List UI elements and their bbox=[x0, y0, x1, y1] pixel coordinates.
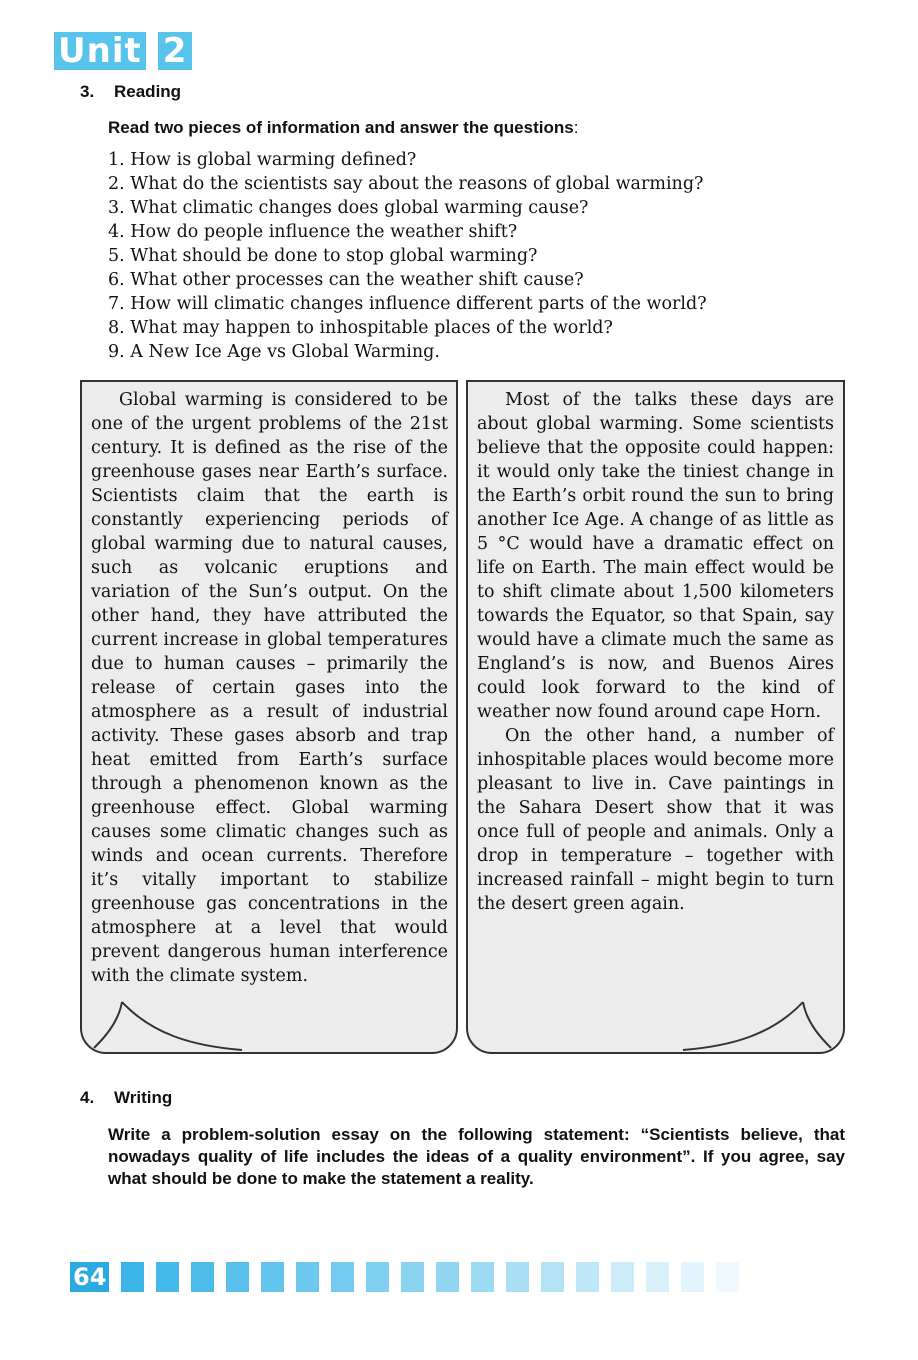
question-item: 2. What do the scientists say about the reasons of global warming? bbox=[108, 174, 704, 194]
footer-decoration-square bbox=[226, 1262, 249, 1292]
question-item: 4. How do people influence the weather shift? bbox=[108, 222, 518, 242]
footer-decoration-square bbox=[261, 1262, 284, 1292]
footer-decoration-square bbox=[191, 1262, 214, 1292]
page-curl-decoration bbox=[683, 994, 833, 1054]
footer-decoration-square bbox=[646, 1262, 669, 1292]
ice-age-text-panel bbox=[466, 380, 845, 1054]
footer-decoration-square bbox=[121, 1262, 144, 1292]
reading-instruction bbox=[108, 118, 578, 138]
question-item: 1. How is global warming defined? bbox=[108, 150, 417, 170]
unit-number: 2 bbox=[158, 32, 193, 70]
reading-heading bbox=[80, 82, 181, 102]
question-item: 8. What may happen to inhospitable places of the world? bbox=[108, 318, 613, 338]
footer-decoration-square bbox=[716, 1262, 739, 1292]
footer-decoration-square bbox=[156, 1262, 179, 1292]
page-curl-decoration bbox=[92, 994, 242, 1054]
writing-section-number: 4. bbox=[80, 1088, 95, 1107]
footer-decoration-square bbox=[471, 1262, 494, 1292]
global-warming-text-panel bbox=[80, 380, 458, 1054]
ice-age-paragraph-1: Most of the talks these days are about global warming. Some scientists believe that the opposite could happen: it would only take the tiniest change in the Earth’s orbit round the sun to bring another Ice Age. A change of as little as 5 °C would have a dramatic effect on life on Earth. The main effect would be to shift climate about 1,500 kilometers towards the Equator, so that Spain, say would have a climate much the same as England’s is now, and Buenos Aires could look forward to the kind of weather now found around cape Horn. bbox=[477, 390, 834, 722]
reading-instruction-colon: : bbox=[573, 118, 579, 137]
question-list bbox=[108, 148, 707, 364]
footer-decoration-square bbox=[366, 1262, 389, 1292]
footer-decoration-square bbox=[611, 1262, 634, 1292]
writing-heading bbox=[80, 1088, 172, 1108]
question-item: 6. What other processes can the weather shift cause? bbox=[108, 270, 584, 290]
writing-section-title: Writing bbox=[114, 1088, 173, 1107]
footer-decoration-square bbox=[681, 1262, 704, 1292]
footer-decoration-square bbox=[401, 1262, 424, 1292]
global-warming-paragraph: Global warming is considered to be one of the urgent problems of the 21st century. It is defined as the rise of the greenhouse gases near Earth’s surface. Scientists claim that the earth is constantly experiencing periods of global warming due to natural causes, such as volcanic eruptions and variation of the Sun’s output. On the other hand, they have attributed the current increase in global temperatures due to human causes – primarily the release of certain gases into the atmosphere as a result of industrial activity. These gases absorb and trap heat emitted from Earth’s surface through a phenomenon known as the greenhouse effect. Global warming causes some climatic changes such as winds and ocean currents. Therefore it’s vitally important to stabilize greenhouse gas concentrations in the atmosphere at a level that would prevent dangerous human interference with the climate system. bbox=[91, 390, 448, 986]
footer-decoration-square bbox=[436, 1262, 459, 1292]
reading-instruction-text: Read two pieces of information and answer the questions bbox=[108, 118, 574, 137]
footer-decoration-square bbox=[506, 1262, 529, 1292]
unit-badge bbox=[54, 32, 192, 70]
footer-decoration-square bbox=[331, 1262, 354, 1292]
question-item: 5. What should be done to stop global warming? bbox=[108, 246, 538, 266]
reading-section-number: 3. bbox=[80, 82, 95, 101]
footer-decoration-square bbox=[576, 1262, 599, 1292]
writing-task: Write a problem-solution essay on the following statement: “Scientists believe, that nowadays quality of life includes the ideas of a quality environment”. If you agree, say what should be done to make the statement a reality. bbox=[108, 1125, 845, 1188]
question-item: 7. How will climatic changes influence different parts of the world? bbox=[108, 294, 707, 314]
question-item: 9. A New Ice Age vs Global Warming. bbox=[108, 342, 440, 362]
ice-age-paragraph-2: On the other hand, a number of inhospitable places would become more pleasant to live in. Cave paintings in the Sahara Desert show that it was once full of people and animals. Only a drop in temperature – together with increased rainfall – might begin to turn the desert green again. bbox=[477, 726, 834, 914]
question-item: 3. What climatic changes does global warming cause? bbox=[108, 198, 589, 218]
footer-decoration-square bbox=[296, 1262, 319, 1292]
unit-label: Unit bbox=[54, 32, 146, 70]
page-footer bbox=[70, 1262, 739, 1292]
page-number: 64 bbox=[70, 1262, 109, 1292]
reading-section-title: Reading bbox=[114, 82, 182, 101]
footer-decoration-square bbox=[541, 1262, 564, 1292]
